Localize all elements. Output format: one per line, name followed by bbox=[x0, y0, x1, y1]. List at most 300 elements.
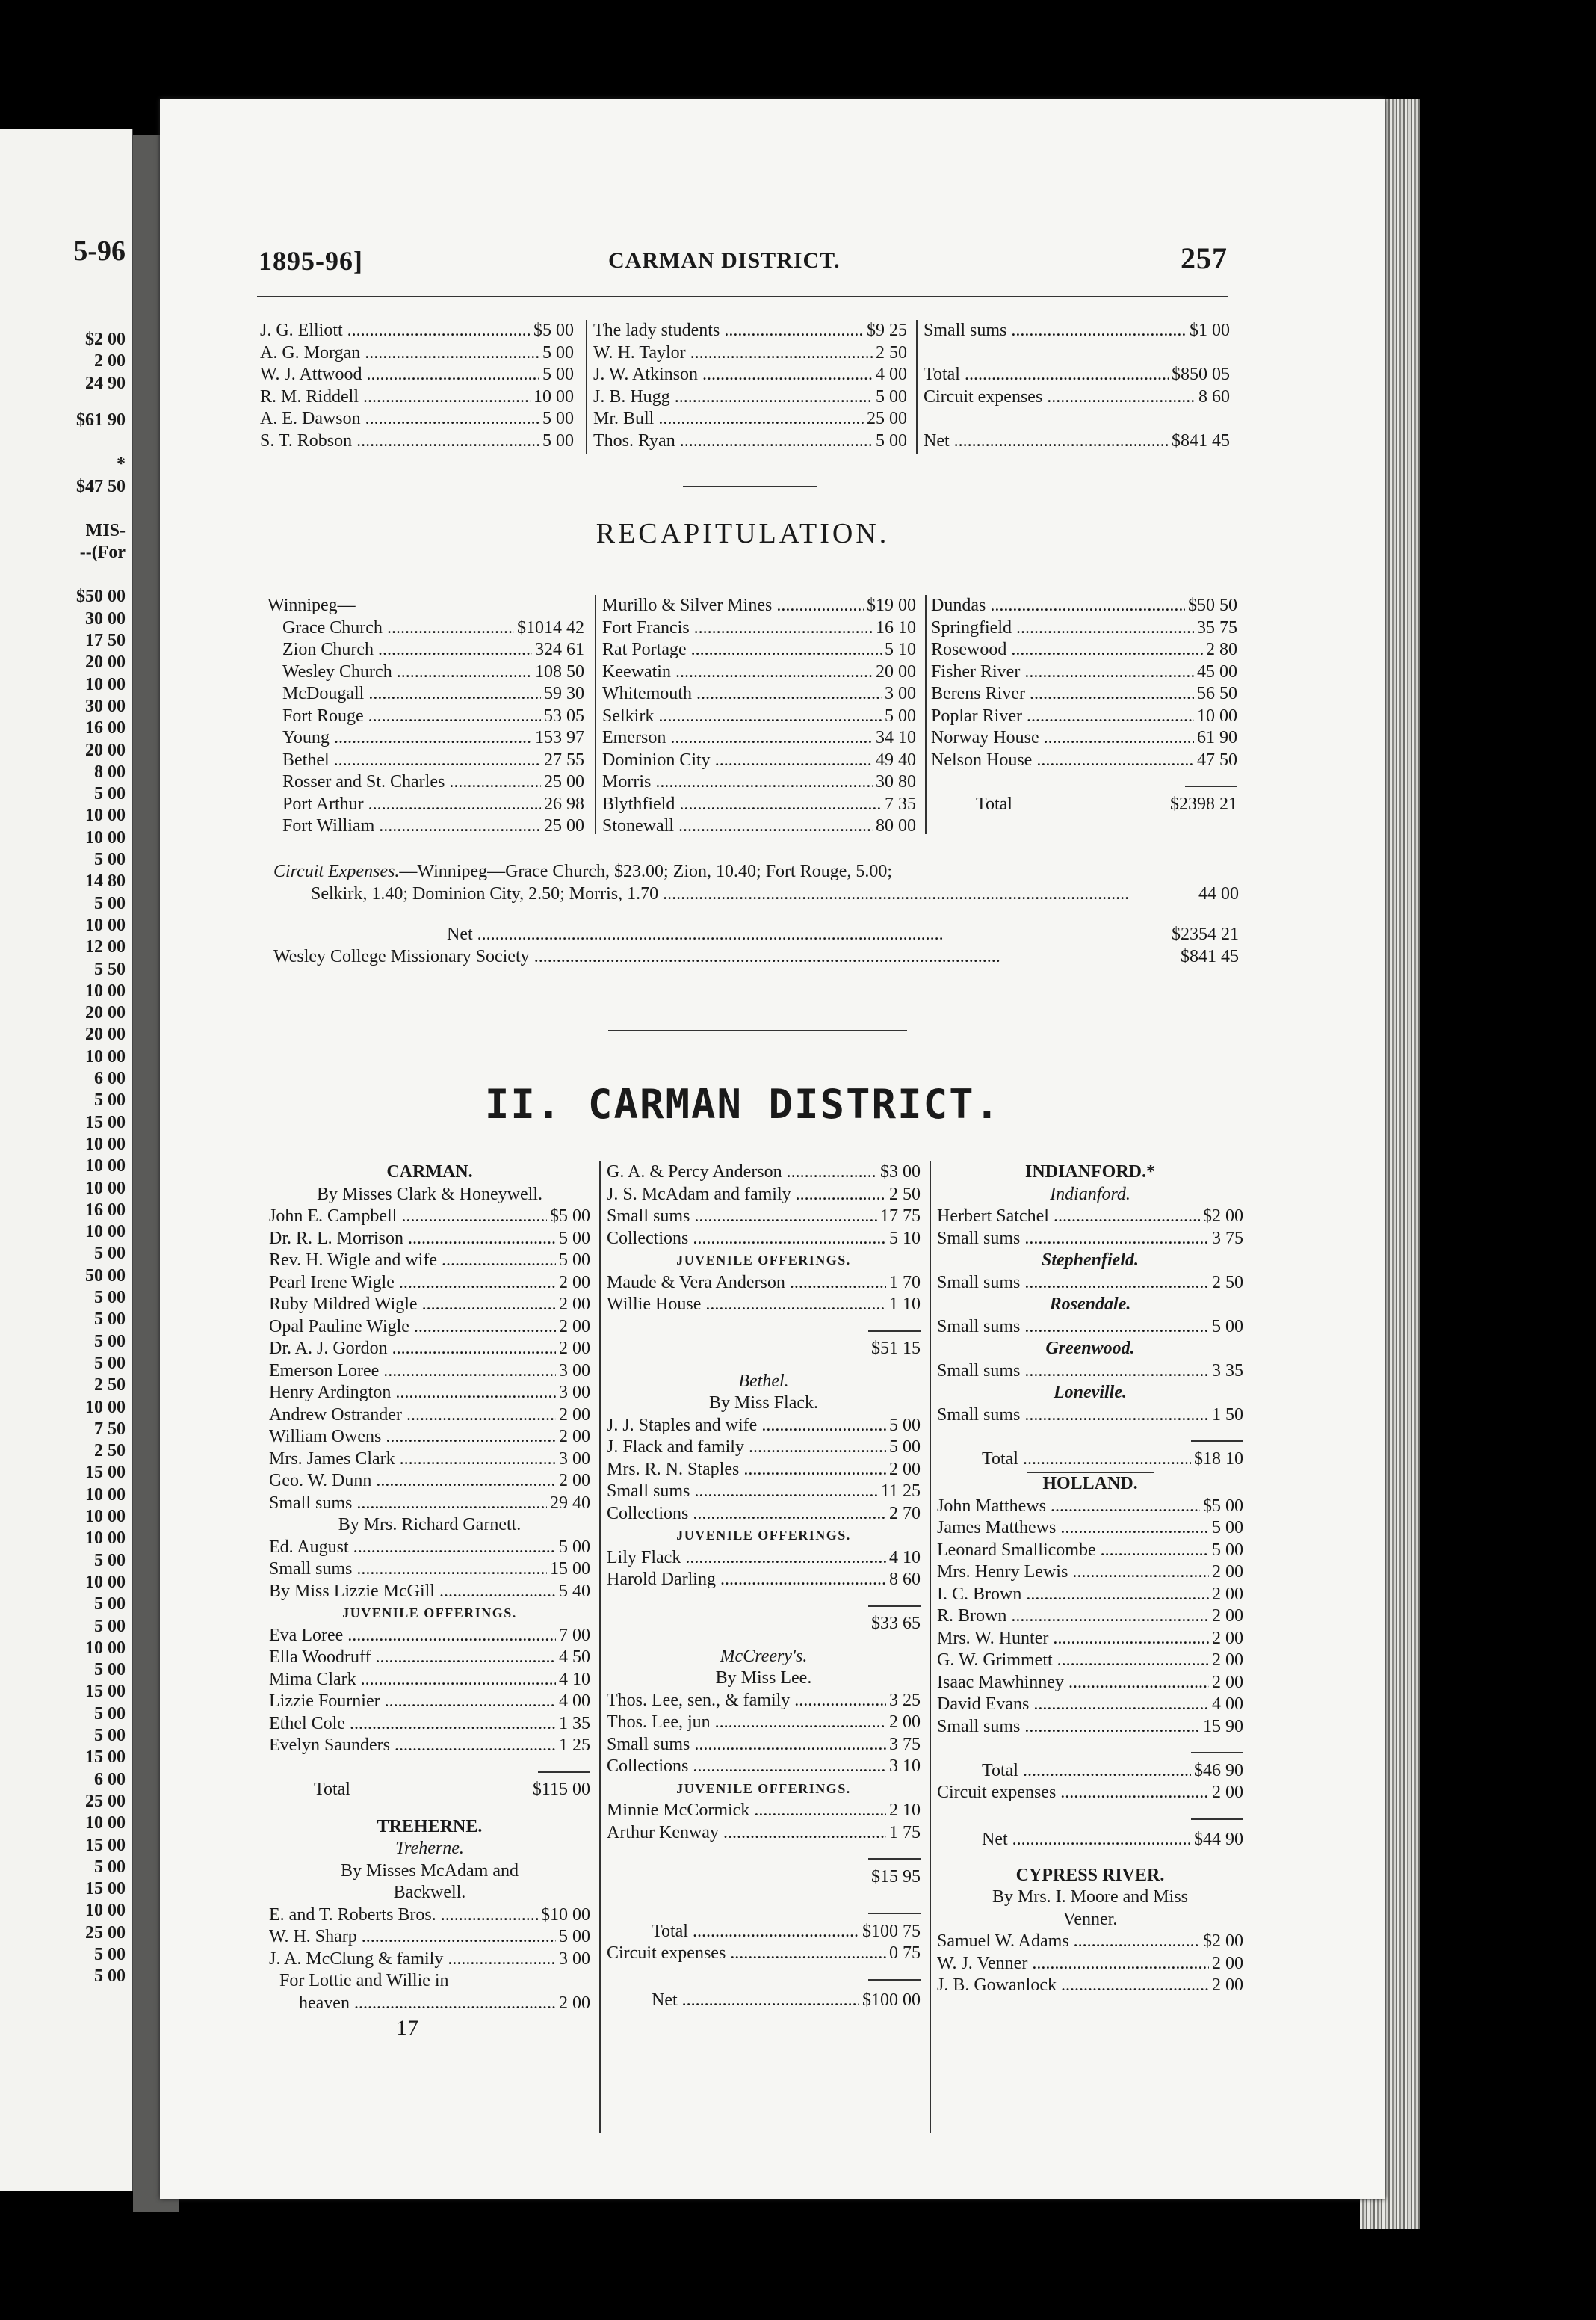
contribution-row bbox=[269, 1735, 590, 1757]
item-name: Rosser and St. Charles ..... bbox=[282, 771, 541, 794]
item-name: Mrs. W. Hunter ..... bbox=[937, 1628, 1209, 1650]
contribution-row bbox=[260, 320, 574, 342]
contribution-row bbox=[607, 1437, 921, 1459]
item-amount: 1 10 bbox=[889, 1295, 921, 1314]
recap-row bbox=[267, 683, 584, 706]
contribution-row bbox=[593, 386, 907, 409]
left-page-line: 2 50 bbox=[94, 1375, 126, 1395]
contribution-row bbox=[260, 408, 574, 431]
item-amount: 8 60 bbox=[889, 1570, 921, 1589]
item-name: Murillo & Silver Mines ..... bbox=[602, 595, 864, 617]
indianford-total: Total ..... $18 10 bbox=[937, 1449, 1243, 1471]
contribution-row bbox=[924, 431, 1230, 453]
item-name: Fisher River ..... bbox=[931, 661, 1194, 684]
contribution-row bbox=[269, 1904, 590, 1927]
recap-row bbox=[267, 771, 584, 794]
item-name: Grace Church ..... bbox=[282, 617, 514, 640]
left-page-line: 5 00 bbox=[94, 1331, 126, 1351]
item-amount: 20 00 bbox=[876, 661, 916, 682]
left-page-line: $2 00 bbox=[85, 330, 126, 349]
contribution-row bbox=[607, 1822, 921, 1845]
item-amount: 4 00 bbox=[876, 365, 907, 384]
recap-row bbox=[267, 706, 584, 728]
left-page-line: 10 00 bbox=[85, 915, 126, 935]
left-page-line: 5 00 bbox=[94, 1966, 126, 1987]
left-page-line: 20 00 bbox=[85, 1025, 126, 1045]
left-page-line: 10 00 bbox=[85, 1397, 126, 1417]
item-name: Leonard Smallicombe ..... bbox=[937, 1540, 1209, 1562]
item-name: Small sums ..... bbox=[269, 1493, 547, 1515]
item-name: R. M. Riddell ..... bbox=[260, 386, 531, 409]
recap-col-2 bbox=[602, 595, 916, 838]
carman-column: CARMAN. By Misses Clark & Honeywell. John E. Campbell ..... $5 00 Dr. R. L. Morrison ..... 5 00 Rev. H. Wigle and wife ..... 5 00 Pearl Irene Wigle ..... 2 00 Ruby Mildred Wigle ..... 2 00 Opal Pauline Wigle ..... 2 00 Dr. A. J. Gordon ..... 2 00 Emerson Loree ..... 3 00 Henry Ardington ..... 3 00 Andrew Ostrander ..... 2 00 William Owens ..... 2 00 Mrs. James Clark ..... 3 00 Geo. W. Dunn ..... 2 00 Small sums ..... 29 40 By Mrs. Richard Garnett. Ed. August ..... 5 00 Small sums ..... 15 00 By Miss Lizzie McGill ..... 5 40 JUVENILE OFFERINGS. Eva Loree ..... 7 00 Ella Woodruff ..... 4 50 Mima Clark ..... 4 10 Lizzie Fournier ..... 4 00 Ethel Cole ..... 1 35 Evelyn Saunders ..... 1 25 Total $115 00 TREHERNE. Treherne. By Misses McAdam and Backwell. E. and T. Roberts Bros. ..... $10 00 W. H. Sharp ..... 5 00 J. A. McClung & family ..... 3 00 For Lottie and Willie in heaven ..... 2 00 17 bbox=[269, 1161, 590, 2040]
item-amount: 59 30 bbox=[544, 684, 584, 703]
item-amount: 2 00 bbox=[1212, 1672, 1243, 1692]
top-col-3 bbox=[924, 320, 1230, 452]
item-amount: 10 00 bbox=[533, 386, 574, 407]
contribution-row bbox=[937, 1931, 1243, 1953]
item-amount: 3 75 bbox=[1212, 1228, 1243, 1248]
middle-total: Total ..... $100 75 bbox=[607, 1921, 921, 1943]
item-amount: 5 00 bbox=[559, 1927, 590, 1946]
item-name: J. B. Gowanlock ..... bbox=[937, 1975, 1209, 1997]
item-name: Collections ..... bbox=[607, 1756, 886, 1778]
item-name: Collections ..... bbox=[607, 1228, 886, 1250]
item-name: Collections ..... bbox=[607, 1503, 886, 1525]
item-name: Rosewood ..... bbox=[931, 639, 1203, 661]
recap-row bbox=[602, 727, 916, 750]
item-amount: 5 00 bbox=[876, 386, 907, 407]
recap-row bbox=[602, 639, 916, 661]
item-name: Keewatin ..... bbox=[602, 661, 873, 684]
header-page-number: 257 bbox=[1181, 241, 1228, 275]
left-page-line: 16 00 bbox=[85, 718, 126, 738]
contribution-row bbox=[937, 1694, 1243, 1716]
left-page-line: 30 00 bbox=[85, 608, 126, 629]
left-page-line: 16 00 bbox=[85, 1200, 126, 1220]
contribution-row bbox=[260, 342, 574, 365]
contribution-row bbox=[269, 1647, 590, 1669]
item-amount: 4 10 bbox=[559, 1669, 590, 1689]
item-amount: 2 50 bbox=[889, 1184, 921, 1204]
contribution-row bbox=[269, 1449, 590, 1471]
contribution-row bbox=[607, 1272, 921, 1295]
item-name: Eva Loree ..... bbox=[269, 1625, 556, 1647]
left-page-line: 15 00 bbox=[85, 1112, 126, 1132]
contribution-row bbox=[269, 1360, 590, 1383]
item-name: Ella Woodruff ..... bbox=[269, 1647, 556, 1669]
item-name: Dominion City ..... bbox=[602, 750, 873, 772]
item-amount: 5 00 bbox=[1212, 1518, 1243, 1537]
item-amount: 5 00 bbox=[559, 1537, 590, 1557]
divider bbox=[586, 320, 587, 454]
item-name: G. W. Grimmett ..... bbox=[937, 1650, 1209, 1672]
left-page-line: 24 90 bbox=[85, 373, 126, 393]
contribution-row bbox=[269, 1493, 590, 1515]
carman-title: CARMAN. bbox=[386, 1162, 473, 1182]
item-amount: 2 00 bbox=[1212, 1606, 1243, 1626]
item-amount: 5 00 bbox=[559, 1228, 590, 1248]
recap-row bbox=[267, 815, 584, 838]
contribution-row bbox=[269, 1404, 590, 1427]
item-amount: 5 00 bbox=[889, 1415, 921, 1435]
item-name: Mrs. R. N. Staples ..... bbox=[607, 1459, 886, 1481]
item-amount: 45 00 bbox=[1197, 661, 1237, 682]
item-name: I. C. Brown ..... bbox=[937, 1584, 1209, 1606]
item-name: Dundas ..... bbox=[931, 595, 1185, 617]
item-amount: 47 50 bbox=[1197, 750, 1237, 770]
recap-winnipeg-label: Winnipeg— bbox=[267, 596, 356, 615]
contribution-row bbox=[607, 1547, 921, 1570]
contribution-row bbox=[607, 1569, 921, 1591]
contribution-row bbox=[269, 1426, 590, 1449]
item-amount: 4 00 bbox=[1212, 1694, 1243, 1714]
contribution-row bbox=[260, 386, 574, 409]
contribution-row bbox=[924, 386, 1230, 409]
item-amount: 3 00 bbox=[559, 1360, 590, 1380]
item-name: Wesley Church ..... bbox=[282, 661, 532, 684]
contribution-row bbox=[937, 1672, 1243, 1694]
recap-row bbox=[931, 750, 1237, 772]
cypress-river-title: CYPRESS RIVER. bbox=[1015, 1865, 1165, 1885]
left-page-line: 5 00 bbox=[94, 1857, 126, 1877]
item-name: J. B. Hugg ..... bbox=[593, 386, 873, 409]
item-amount: $841 45 bbox=[1172, 431, 1230, 451]
item-amount: 3 75 bbox=[889, 1734, 921, 1754]
left-page-line: 10 00 bbox=[85, 1046, 126, 1067]
item-name: McDougall ..... bbox=[282, 683, 541, 706]
item-name: Circuit expenses ..... bbox=[924, 386, 1196, 409]
item-amount: 2 10 bbox=[889, 1801, 921, 1820]
item-name: J. Flack and family ..... bbox=[607, 1437, 886, 1459]
recap-col-3 bbox=[931, 595, 1237, 815]
contribution-row bbox=[937, 1953, 1243, 1975]
item-name: Fort Rouge ..... bbox=[282, 706, 541, 728]
left-page-line: 5 00 bbox=[94, 1550, 126, 1570]
contribution-row bbox=[924, 342, 1230, 365]
left-page-line: MIS- bbox=[85, 520, 126, 540]
item-name: Thos. Lee, sen., & family ..... bbox=[607, 1690, 886, 1712]
left-page-line: 14 80 bbox=[85, 871, 126, 892]
left-page-line: 10 00 bbox=[85, 1572, 126, 1592]
recap-col-1 bbox=[267, 595, 584, 838]
item-amount: $19 00 bbox=[867, 596, 916, 615]
contribution-row bbox=[924, 320, 1230, 342]
item-name: Herbert Satchel ..... bbox=[937, 1206, 1200, 1228]
left-page-line: 5 00 bbox=[94, 1703, 126, 1724]
left-page-line: 2 50 bbox=[94, 1441, 126, 1461]
item-amount: 2 00 bbox=[1212, 1975, 1243, 1995]
left-page-line: 5 00 bbox=[94, 1594, 126, 1614]
item-name: Dr. R. L. Morrison ..... bbox=[269, 1228, 556, 1250]
divider bbox=[925, 595, 927, 834]
contribution-row bbox=[937, 1975, 1243, 1997]
item-amount: $2 00 bbox=[1203, 1206, 1243, 1226]
item-name: By Miss Lizzie McGill ..... bbox=[269, 1581, 556, 1603]
item-name: Isaac Mawhinney ..... bbox=[937, 1672, 1209, 1694]
left-page-line: 2 00 bbox=[94, 351, 126, 371]
recap-row bbox=[602, 815, 916, 838]
item-name: Berens River ..... bbox=[931, 683, 1194, 706]
item-name: Nelson House ..... bbox=[931, 750, 1194, 772]
item-name: Mrs. James Clark ..... bbox=[269, 1449, 556, 1471]
item-name: John Matthews ..... bbox=[937, 1496, 1200, 1518]
contribution-row bbox=[607, 1294, 921, 1316]
top-col-2 bbox=[593, 320, 907, 452]
item-name: Willie House ..... bbox=[607, 1294, 886, 1316]
contribution-row bbox=[593, 320, 907, 342]
contribution-row bbox=[607, 1690, 921, 1712]
item-name: Small sums ..... bbox=[607, 1481, 878, 1503]
contribution-row bbox=[607, 1161, 921, 1184]
middle-column: G. A. & Percy Anderson ..... $3 00 J. S. McAdam and family ..... 2 50 Small sums ..... 17 75 Collections ..... 5 10 JUVENILE OFFERINGS. Maude & Vera Anderson ..... 1 70 Willie House ..... 1 10 $51 15 Bethel. By Miss Flack. J. J. Staples and wife ..... 5 00 J. Flack and family ..... 5 00 Mrs. R. N. Staples ..... 2 00 Small sums ..... 11 25 Collections ..... 2 70 JUVENILE OFFERINGS. Lily Flack ..... 4 10 Harold Darling ..... 8 60 $33 65 McCreery's. By Miss Lee. Thos. Lee, sen., & family ..... 3 25 Thos. Lee, jun ..... 2 00 Small sums ..... 3 75 Collections ..... 3 10 JUVENILE OFFERINGS. Minnie McCormick ..... 2 10 Arthur Kenway ..... 1 75 $15 95 Total ..... $100 75 Circuit expenses ..... 0 75 Net ..... $100 00 bbox=[607, 1161, 921, 2012]
item-amount: 61 90 bbox=[1197, 728, 1237, 747]
contribution-row bbox=[269, 1926, 590, 1949]
left-page-line: 20 00 bbox=[85, 740, 126, 760]
contribution-row bbox=[937, 1584, 1243, 1606]
contribution-row bbox=[607, 1734, 921, 1756]
district-title: II. CARMAN DISTRICT. bbox=[484, 1081, 1001, 1128]
item-name: Rev. H. Wigle and wife ..... bbox=[269, 1250, 556, 1272]
item-name: Springfield ..... bbox=[931, 617, 1194, 640]
contribution-row bbox=[269, 1537, 590, 1559]
left-page-line: 5 00 bbox=[94, 1353, 126, 1373]
recap-net: Net ..... $2354 21 Wesley College Missionary Society ..... $841 45 bbox=[273, 924, 1239, 968]
item-amount: 2 00 bbox=[559, 1316, 590, 1336]
item-amount: 2 00 bbox=[559, 1427, 590, 1446]
left-page-line: 5 00 bbox=[94, 1616, 126, 1636]
left-page-line: 10 00 bbox=[85, 1222, 126, 1242]
left-page-line: $50 00 bbox=[76, 587, 126, 607]
item-amount: 15 00 bbox=[550, 1559, 590, 1579]
contribution-row bbox=[269, 1558, 590, 1581]
item-amount: 2 00 bbox=[1212, 1584, 1243, 1604]
item-amount: 5 00 bbox=[542, 409, 574, 428]
item-amount: 25 00 bbox=[544, 816, 584, 836]
item-name: John E. Campbell ..... bbox=[269, 1206, 547, 1228]
contribution-row bbox=[269, 1294, 590, 1316]
item-name: Emerson Loree ..... bbox=[269, 1360, 556, 1383]
item-amount: 3 00 bbox=[559, 1383, 590, 1402]
item-name: Minnie McCormick ..... bbox=[607, 1800, 886, 1822]
contribution-row bbox=[937, 1716, 1243, 1739]
item-amount: 25 00 bbox=[867, 409, 907, 428]
recap-title: RECAPITULATION. bbox=[596, 518, 890, 549]
contribution-row bbox=[607, 1228, 921, 1250]
item-amount: 5 10 bbox=[889, 1228, 921, 1248]
recap-row bbox=[931, 595, 1237, 617]
contribution-row bbox=[607, 1756, 921, 1778]
item-name: S. T. Robson ..... bbox=[260, 431, 539, 453]
recap-row bbox=[602, 661, 916, 684]
item-amount: $10 00 bbox=[541, 1904, 590, 1925]
left-page-line: 10 00 bbox=[85, 981, 126, 1001]
contribution-row bbox=[937, 1561, 1243, 1584]
item-name: Lily Flack ..... bbox=[607, 1547, 886, 1570]
item-amount: 2 00 bbox=[559, 1404, 590, 1425]
item-name: David Evans ..... bbox=[937, 1694, 1209, 1716]
item-name: Fort Francis ..... bbox=[602, 617, 873, 640]
item-name: Zion Church ..... bbox=[282, 639, 532, 661]
item-amount: $5 00 bbox=[550, 1206, 590, 1226]
item-amount: 5 00 bbox=[542, 365, 574, 384]
item-amount: 2 00 bbox=[559, 1295, 590, 1314]
item-name: Maude & Vera Anderson ..... bbox=[607, 1272, 886, 1295]
contribution-row bbox=[937, 1496, 1243, 1518]
contribution-row bbox=[269, 1470, 590, 1493]
item-name: Small sums ..... bbox=[937, 1716, 1200, 1739]
left-page-line: 10 00 bbox=[85, 1134, 126, 1154]
left-page-line: * bbox=[117, 454, 126, 475]
recap-row bbox=[931, 639, 1237, 661]
recap-row bbox=[602, 794, 916, 816]
item-amount: $5 00 bbox=[533, 321, 574, 340]
item-name: Samuel W. Adams ..... bbox=[937, 1931, 1200, 1953]
item-name: Opal Pauline Wigle ..... bbox=[269, 1316, 556, 1339]
item-name: A. G. Morgan ..... bbox=[260, 342, 539, 365]
contribution-row bbox=[924, 408, 1230, 431]
left-page-line: 5 00 bbox=[94, 1090, 126, 1111]
item-amount: 2 00 bbox=[559, 1471, 590, 1490]
recap-row bbox=[267, 617, 584, 640]
item-name: Whitemouth ..... bbox=[602, 683, 882, 706]
contribution-row bbox=[593, 408, 907, 431]
contribution-row bbox=[607, 1459, 921, 1481]
item-amount: 35 75 bbox=[1197, 617, 1237, 638]
item-name: Arthur Kenway ..... bbox=[607, 1822, 886, 1845]
left-page-line: 10 00 bbox=[85, 1638, 126, 1658]
left-page-line: 15 00 bbox=[85, 1463, 126, 1483]
item-amount: 3 00 bbox=[885, 684, 916, 703]
recap-row bbox=[931, 617, 1237, 640]
contribution-row bbox=[937, 1650, 1243, 1672]
item-name: Morris ..... bbox=[602, 771, 873, 794]
section-rule bbox=[608, 1030, 907, 1031]
item-amount: $850 05 bbox=[1172, 365, 1230, 384]
item-name: J. A. McClung & family ..... bbox=[269, 1949, 556, 1971]
recap-row bbox=[602, 750, 916, 772]
left-page-line: 6 00 bbox=[94, 1769, 126, 1789]
left-page-line: 5 00 bbox=[94, 784, 126, 804]
contribution-row bbox=[269, 1338, 590, 1360]
contribution-row bbox=[937, 1628, 1243, 1650]
recap-row bbox=[602, 771, 916, 794]
item-amount: $9 25 bbox=[867, 321, 907, 340]
recap-row bbox=[931, 683, 1237, 706]
item-name: Stonewall ..... bbox=[602, 815, 873, 838]
item-amount: 2 00 bbox=[559, 1339, 590, 1358]
contribution-row bbox=[593, 364, 907, 386]
item-name: W. H. Taylor ..... bbox=[593, 342, 873, 365]
item-amount: 1 70 bbox=[889, 1272, 921, 1292]
recap-row bbox=[931, 661, 1237, 684]
left-page-line: 10 00 bbox=[85, 827, 126, 848]
treherne-title: TREHERNE. bbox=[377, 1816, 483, 1836]
contribution-row bbox=[924, 364, 1230, 386]
left-page-line: 15 00 bbox=[85, 1747, 126, 1768]
item-amount: 7 35 bbox=[885, 794, 916, 814]
item-amount: 2 50 bbox=[876, 342, 907, 362]
left-page-line: --(For bbox=[79, 543, 126, 563]
contribution-row bbox=[937, 1228, 1243, 1250]
item-amount: 3 00 bbox=[559, 1949, 590, 1969]
left-page-line: 15 00 bbox=[85, 1835, 126, 1855]
section-rule bbox=[683, 486, 817, 487]
contribution-row bbox=[269, 1625, 590, 1647]
left-page-line: 25 00 bbox=[85, 1791, 126, 1811]
item-amount: 1 75 bbox=[889, 1822, 921, 1842]
left-page-line: 25 00 bbox=[85, 1922, 126, 1943]
item-amount: 4 10 bbox=[889, 1547, 921, 1567]
item-name: Evelyn Saunders ..... bbox=[269, 1735, 556, 1757]
contribution-row bbox=[269, 1272, 590, 1295]
contribution-row bbox=[269, 1581, 590, 1603]
contribution-row bbox=[260, 431, 574, 453]
recap-row bbox=[602, 617, 916, 640]
contribution-row bbox=[937, 1206, 1243, 1228]
holland-title: HOLLAND. bbox=[1027, 1472, 1154, 1496]
left-page-line: 7 50 bbox=[94, 1419, 126, 1439]
item-amount: 2 00 bbox=[889, 1712, 921, 1732]
left-page-line: $47 50 bbox=[76, 476, 126, 496]
left-page-line: 10 00 bbox=[85, 674, 126, 694]
contribution-row bbox=[269, 1206, 590, 1228]
item-amount: 3 25 bbox=[889, 1690, 921, 1710]
item-name: Mrs. Henry Lewis ..... bbox=[937, 1561, 1209, 1584]
recap-row bbox=[602, 595, 916, 617]
item-name: The lady students ..... bbox=[593, 320, 864, 342]
contribution-row bbox=[269, 1250, 590, 1272]
contribution-row bbox=[269, 1691, 590, 1713]
contribution-row bbox=[593, 342, 907, 365]
item-amount: 108 50 bbox=[535, 661, 584, 682]
item-name: Thos. Lee, jun ..... bbox=[607, 1712, 886, 1734]
item-amount: 2 00 bbox=[1212, 1628, 1243, 1648]
item-amount: 5 10 bbox=[885, 640, 916, 659]
item-name: A. E. Dawson ..... bbox=[260, 408, 539, 431]
contribution-row bbox=[269, 1669, 590, 1691]
item-amount: $5 00 bbox=[1203, 1496, 1243, 1516]
item-amount: 5 00 bbox=[889, 1437, 921, 1457]
left-page-line: 12 00 bbox=[85, 937, 126, 957]
item-amount: $3 00 bbox=[880, 1162, 921, 1182]
contribution-row bbox=[269, 1382, 590, 1404]
contribution-row bbox=[607, 1481, 921, 1503]
page-signature: 17 bbox=[396, 2016, 418, 2040]
item-amount: 25 00 bbox=[544, 772, 584, 792]
item-name: James Matthews ..... bbox=[937, 1517, 1209, 1540]
recap-row bbox=[602, 683, 916, 706]
left-page-line: 10 00 bbox=[85, 1156, 126, 1176]
item-name: Selkirk ..... bbox=[602, 706, 882, 728]
item-amount: 5 00 bbox=[559, 1250, 590, 1270]
left-page-line: 50 00 bbox=[85, 1265, 126, 1286]
header-year: 1895-96] bbox=[259, 246, 363, 276]
item-name: Poplar River ..... bbox=[931, 706, 1194, 728]
recap-row bbox=[267, 794, 584, 816]
item-amount: 80 00 bbox=[876, 816, 916, 836]
contribution-row bbox=[269, 1713, 590, 1736]
item-name: Small sums ..... bbox=[924, 320, 1187, 342]
item-amount: 8 60 bbox=[1198, 386, 1230, 407]
recap-row bbox=[267, 750, 584, 772]
left-page-line: 6 00 bbox=[94, 1069, 126, 1088]
item-name: Total ..... bbox=[924, 364, 1169, 386]
item-name: Small sums ..... bbox=[269, 1558, 547, 1581]
item-amount: $1014 42 bbox=[517, 617, 584, 638]
item-name: J. S. McAdam and family ..... bbox=[607, 1184, 886, 1206]
item-amount: 29 40 bbox=[550, 1493, 590, 1513]
